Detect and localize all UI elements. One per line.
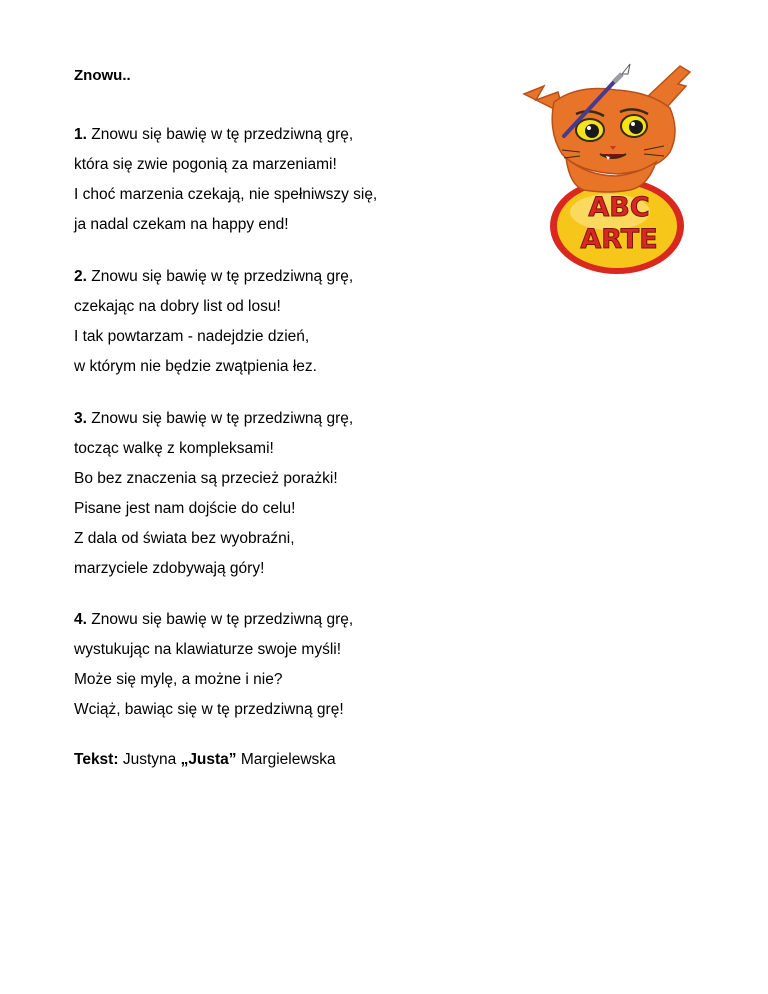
credit-label: Tekst: [74, 751, 119, 768]
verse-line [74, 404, 353, 434]
verse-line: marzyciele zdobywają góry! [74, 560, 265, 577]
page-title: Znowu.. [74, 67, 131, 84]
abc-arte-logo [518, 62, 698, 276]
cat-mascot-icon [524, 66, 690, 192]
verse-line: ja nadal czekam na happy end! [74, 216, 289, 233]
verse-3 [74, 404, 353, 584]
verse-line: która się zwie pogonią za marzeniami! [74, 156, 337, 173]
verse-line [74, 262, 353, 292]
author-credit [74, 749, 336, 771]
verse-text: Znowu się bawię w tę przedziwną grę, [91, 611, 354, 628]
logo-text-abc: ABC [588, 192, 650, 223]
verse-line [74, 605, 353, 635]
verse-line: I choć marzenia czekają, nie spełniwszy się, [74, 186, 378, 203]
verse-number: 4. [74, 611, 87, 628]
logo-text-arte: ARTE [580, 224, 658, 255]
verse-line: Bo bez znaczenia są przecież porażki! [74, 470, 338, 487]
verse-line: Pisane jest nam dojście do celu! [74, 500, 296, 517]
verse-line: Wciąż, bawiąc się w tę przedziwną grę! [74, 701, 344, 718]
verse-line: tocząc walkę z kompleksami! [74, 440, 274, 457]
verse-text: Znowu się bawię w tę przedziwną grę, [91, 126, 354, 143]
verse-number: 2. [74, 268, 87, 285]
verse-1 [74, 120, 377, 240]
verse-number: 1. [74, 126, 87, 143]
author-first-name: Justyna [122, 751, 177, 768]
verse-line: Z dala od świata bez wyobraźni, [74, 530, 295, 547]
verse-text: Znowu się bawię w tę przedziwną grę, [91, 410, 354, 427]
author-nickname: „Justa” [180, 751, 237, 768]
verse-4 [74, 605, 353, 725]
verse-line: Może się mylę, a możne i nie? [74, 671, 283, 688]
verse-line: I tak powtarzam - nadejdzie dzień, [74, 328, 310, 345]
verse-line: w którym nie będzie zwątpienia łez. [74, 358, 317, 375]
verse-text: Znowu się bawię w tę przedziwną grę, [91, 268, 354, 285]
verse-line: czekając na dobry list od losu! [74, 298, 281, 315]
verse-line: wystukując na klawiaturze swoje myśli! [74, 641, 342, 658]
verse-line [74, 120, 377, 150]
verse-2 [74, 262, 353, 382]
author-last-name: Margielewska [240, 751, 336, 768]
verse-number: 3. [74, 410, 87, 427]
